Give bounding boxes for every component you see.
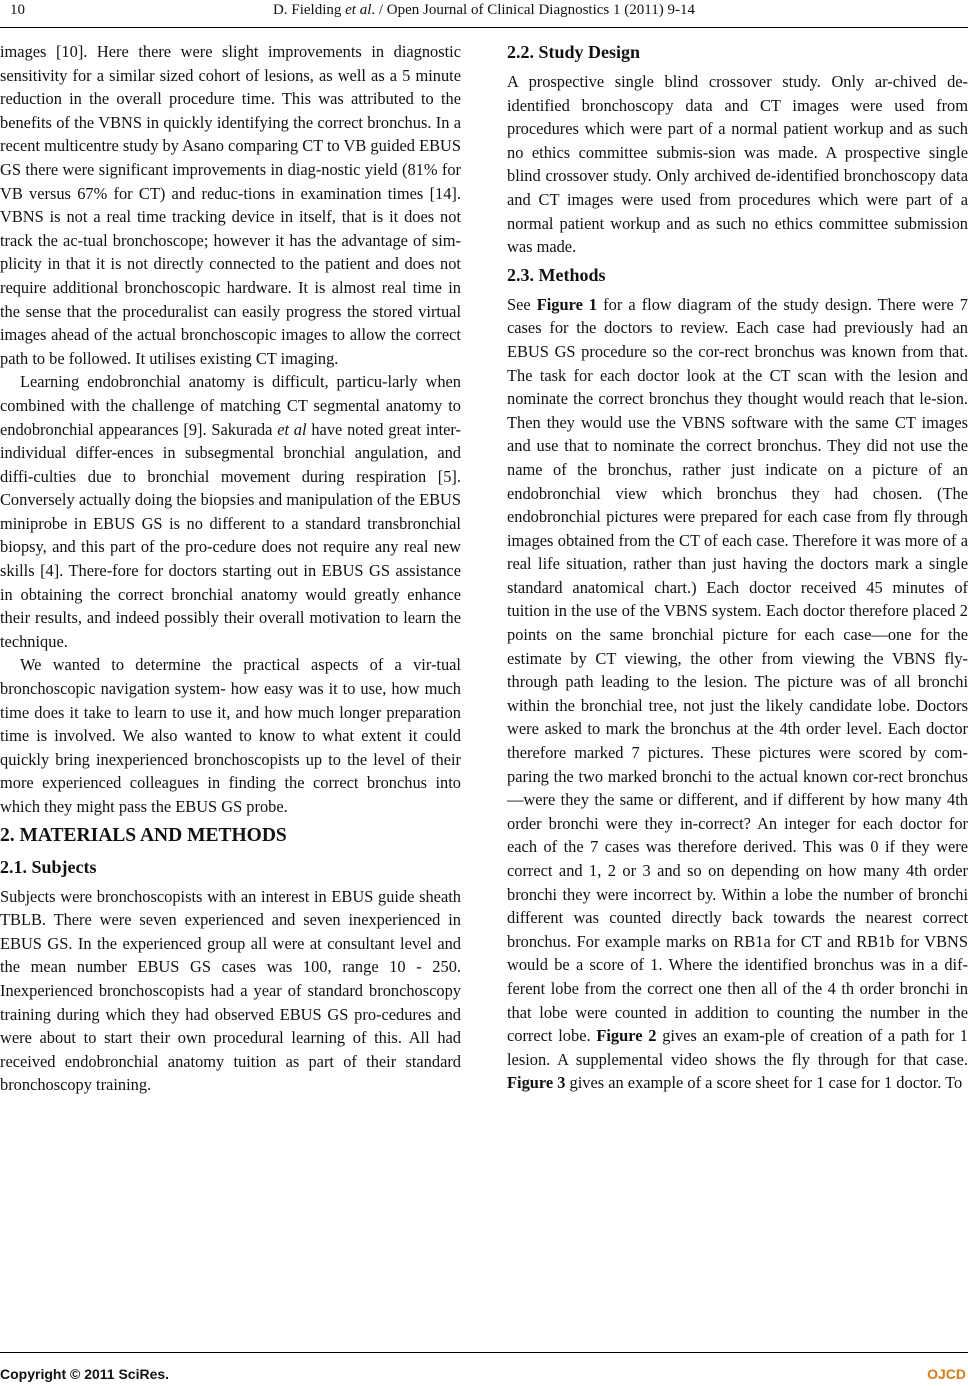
paragraph: We wanted to determine the practical aspects of a vir-tual bronchoscopic navigation system- how easy was it to use, how much time does it take to learn to use it, and how much longer preparation time is involved. We also wanted to know to what extent it could quickly bring inexperienced bronchoscopists up to the level of their more experienced colleagues in finding the correct bronchus into which they might pass the EBUS GS probe. (0, 655, 461, 816)
running-head: D. Fielding et al. / Open Journal of Clinical Diagnostics 1 (2011) 9-14 (273, 2, 695, 18)
figure-2-link[interactable]: Figure 2 (596, 1026, 657, 1046)
copyright-notice: Copyright © 2011 SciRes. (0, 1366, 170, 1382)
paragraph: Learning endobronchial anatomy is difficult, particu-larly when combined with the challenge of matching CT segmental anatomy to endobronchial appearances [9]. Sakurada et al have noted great inter-individual differ-ences in subsegmental bronchial angulation, and diffi-culties due to bronchial movement during respiration [5]. Conversely actually doing the biopsies and manipulation of the EBUS miniprobe in EBUS GS is no different to a standard transbronchial biopsy, and this part of the pro-cedure does not require any real new skills [4]. There-fore for doctors starting out in EBUS GS assistance in obtaining the correct bronchial anatomy would greatly enhance their results, and indeed possibly their overall motivation to learn the technique. (0, 372, 461, 651)
left-column (0, 40, 461, 1097)
figure-1-link[interactable]: Figure 1 (536, 294, 598, 314)
page-header (0, 0, 968, 30)
header-rule (0, 27, 968, 28)
figure-3-link[interactable]: Figure 3 (507, 1073, 566, 1093)
subsection-heading: 2.3. Methods (507, 264, 606, 285)
section-heading: 2. MATERIALS AND METHODS (0, 824, 287, 846)
paragraph: Subjects were bronchoscopists with an interest in EBUS guide sheath TBLB. There were seven experienced and seven inexperienced in EBUS GS. In the experienced group all were at consultant level and the mean number EBUS GS cases was 100, range 10 - 250. Inexperienced bronchoscopists had a year of standard bronchoscopy training during which they had observed EBUS GS pro-cedures and were about to start their own procedural learning of this. All had received endobronchial anatomy tuition as part of their standard bronchoscopy training. (0, 886, 461, 1095)
paragraph: A prospective single blind crossover study. Only ar-chived de-identified bronchoscopy data and CT images were used from procedures which were part of a normal patient workup and as such no ethics committee submis-sion was made. A prospective single blind crossover study. Only archived de-identified bronchoscopy data and CT images were used from procedures which were part of a normal patient workup and as such no ethics committee submission was made. (507, 72, 968, 257)
paragraph: See Figure 1 for a flow diagram of the study design. There were 7 cases for the doctors to review. Each case had previously had an EBUS GS procedure so the cor-rect bronchus was known from that. The task for each doctor look at the CT scan with the lesion and nominate the correct bronchus they thought would reach that le-sion. Then they would use the VBNS software with the same CT images and use that to nominate the correct bronchus. They did not use the name of the bronchus, rather just indicate on a picture of an endobronchial view which bronchus they had chosen. (The endobronchial pictures were prepared for each case from fly through images obtained from the CT of each case. Therefore it was more of a real life situation, rather than just having the doctors mark a single standard anatomical chart.) Each doctor received 45 minutes of tuition in the use of the VBNS system. Each doctor therefore placed 2 points on the same bronchial picture for each case—one for the estimate by CT viewing, the other from viewing the VBNS fly-through path leading to the lesion. The picture was of all bronchi within the bronchial tree, not just the likely candidate lobe. Doctors were asked to mark the bronchus at the 4th order level. Each doctor therefore marked 7 pictures. These pictures were scored by com-paring the two marked bronchi to the actual known cor-rect bronchus—were they the same or different, and if different by how many 4th order bronchi were they in-correct? An integer for each doctor for each of the 7 cases was therefore derived. This was 0 if they were correct and 1, 2 or 3 and so on depending on how many 4th order bronchi they were incorrect by. Within a lobe the number of bronchi different was counted directly back towards the nearest correct bronchus. For example marks on RB1a for CT and RB1b for VBNS would be a score of 1. Where the identified bronchus was in a dif-ferent lobe from the correct one then all of the 4 th order bronchi in that lobe were counted in addition to counting the number in the correct lobe. Figure 2 gives an exam-ple of creation of a path for 1 lesion. A supplemental video shows the fly through for that case. Figure 3 gives an example of a score sheet for 1 case for 1 doctor. To (507, 294, 968, 1093)
journal-abbreviation: OJCD (927, 1366, 966, 1382)
page-number: 10 (10, 2, 25, 18)
paragraph: images [10]. Here there were slight improvements in diagnostic sensitivity for a similar sized cohort of lesions, as well as a 5 minute reduction in the overall procedure time. This was attributed to the benefits of the VBNS in quickly identifying the correct bronchus. In a recent multicentre study by Asano comparing CT to VB guided EBUS GS there were significant improvements in diag-nostic yield (81% for VB versus 67% for CT) and reduc-tions in examination times [14]. VBNS is not a real time tracking device in itself, that is it does not track the ac-tual bronchoscope; however it has the advantage of sim-plicity in that it is not directly connected to the patient and does not require additional bronchoscopic hardware. It is almost real time in the sense that the proceduralist can easily progress the stored virtual images ahead of the actual bronchoscopic images to allow the correct path to be followed. It utilises existing CT imaging. (0, 42, 462, 368)
subsection-heading: 2.2. Study Design (507, 42, 641, 62)
page-footer (0, 1352, 968, 1386)
subsection-heading: 2.1. Subjects (0, 856, 97, 877)
et-al-italic: et al (277, 419, 307, 439)
right-column (507, 40, 968, 1095)
footer-rule (0, 1352, 968, 1353)
